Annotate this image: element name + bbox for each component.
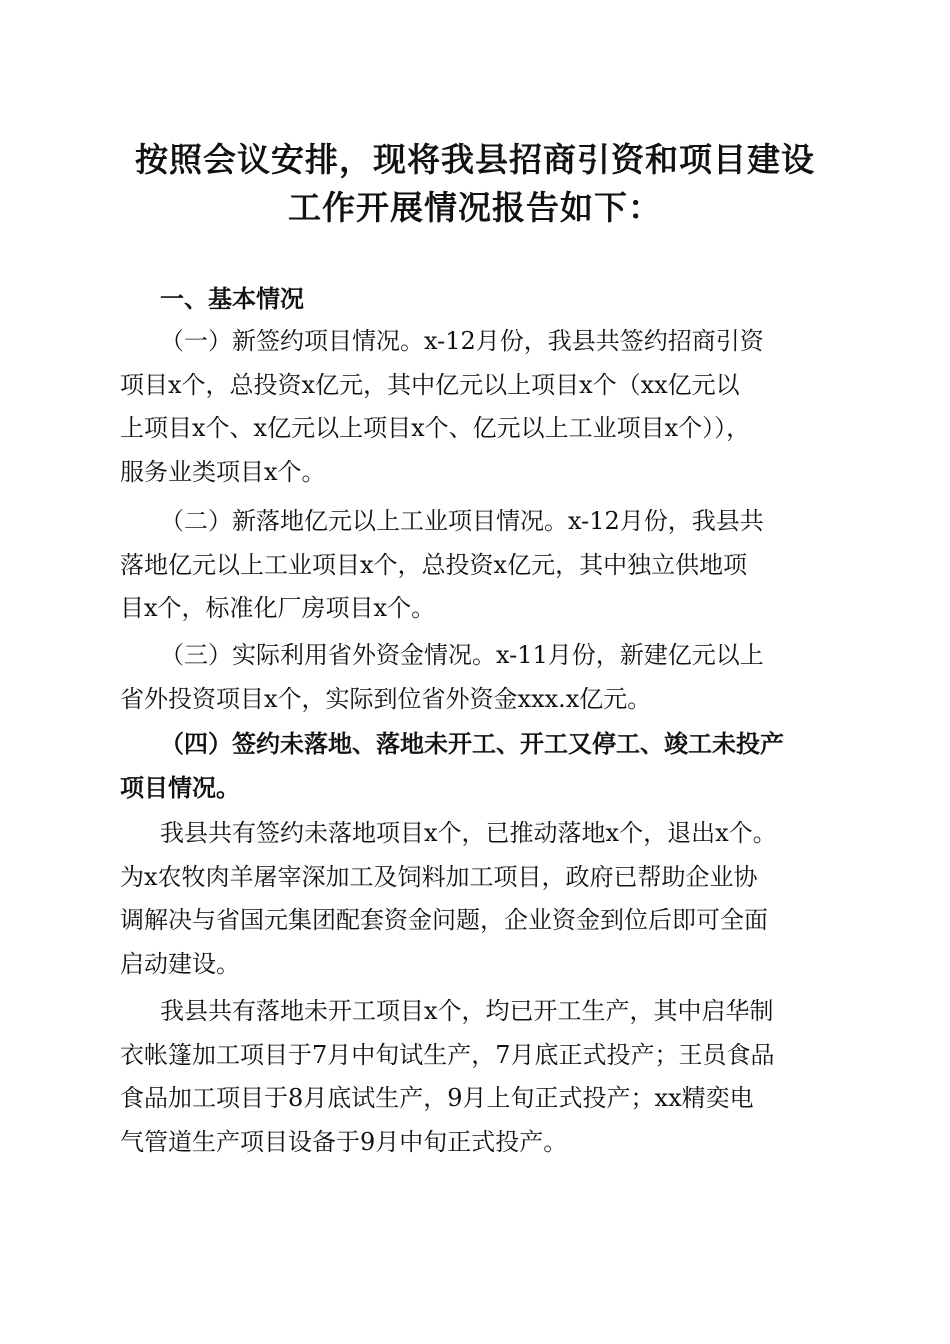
paragraph-new-signed-projects xyxy=(120,320,840,494)
paragraph-line: 衣帐篷加工项目于7月中旬试生产，7月底正式投产；王员食品 xyxy=(120,1040,775,1069)
paragraph-line: 服务业类项目x个。 xyxy=(120,457,326,486)
paragraph-line: 为x农牧肉羊屠宰深加工及饲料加工项目，政府已帮助企业协 xyxy=(120,862,758,891)
paragraph-line: 项目x个，总投资x亿元，其中亿元以上项目x个（xx亿元以 xyxy=(120,370,740,399)
paragraph-line: 调解决与省国元集团配套资金问题，企业资金到位后即可全面 xyxy=(120,906,768,934)
paragraph-landed-not-started xyxy=(120,990,840,1164)
paragraph-stalled-projects-heading xyxy=(120,722,840,809)
paragraph-line: 目x个，标准化厂房项目x个。 xyxy=(120,594,436,622)
paragraph-line: （一）新签约项目情况。x-12月份，我县共签约招商引资 xyxy=(160,327,764,355)
paragraph-line: 省外投资项目x个，实际到位省外资金xxx.x亿元。 xyxy=(120,684,652,713)
paragraph-line: 气管道生产项目设备于9月中旬正式投产。 xyxy=(120,1127,568,1156)
paragraph-line: 项目情况。 xyxy=(120,772,240,802)
paragraph-line: （二）新落地亿元以上工业项目情况。x-12月份，我县共 xyxy=(160,507,764,535)
paragraph-line: （三）实际利用省外资金情况。x-11月份，新建亿元以上 xyxy=(160,641,764,669)
paragraph-signed-not-landed xyxy=(120,812,840,986)
title-line: 工作开展情况报告如下： xyxy=(288,188,662,227)
paragraph-external-funds xyxy=(120,634,840,721)
paragraph-line: 启动建设。 xyxy=(120,949,240,978)
paragraph-line: 我县共有签约未落地项目x个，已推动落地x个，退出x个。 xyxy=(160,819,777,847)
section-heading-basic-situation: 一、基本情况 xyxy=(160,285,304,313)
document-title xyxy=(100,136,850,232)
paragraph-line: 我县共有落地未开工项目x个，均已开工生产，其中启华制 xyxy=(160,997,774,1025)
paragraph-line: （四）签约未落地、落地未开工、开工又停工、竣工未投产 xyxy=(160,729,784,758)
paragraph-new-landed-industrial-projects xyxy=(120,500,840,631)
paragraph-line: 上项目x个、x亿元以上项目x个、亿元以上工业项目x个））， xyxy=(120,414,751,442)
title-line: 按照会议安排，现将我县招商引资和项目建设 xyxy=(135,140,815,179)
paragraph-line: 落地亿元以上工业项目x个，总投资x亿元，其中独立供地项 xyxy=(120,550,748,579)
paragraph-line: 食品加工项目于8月底试生产，9月上旬正式投产；xx精奕电 xyxy=(120,1084,754,1112)
